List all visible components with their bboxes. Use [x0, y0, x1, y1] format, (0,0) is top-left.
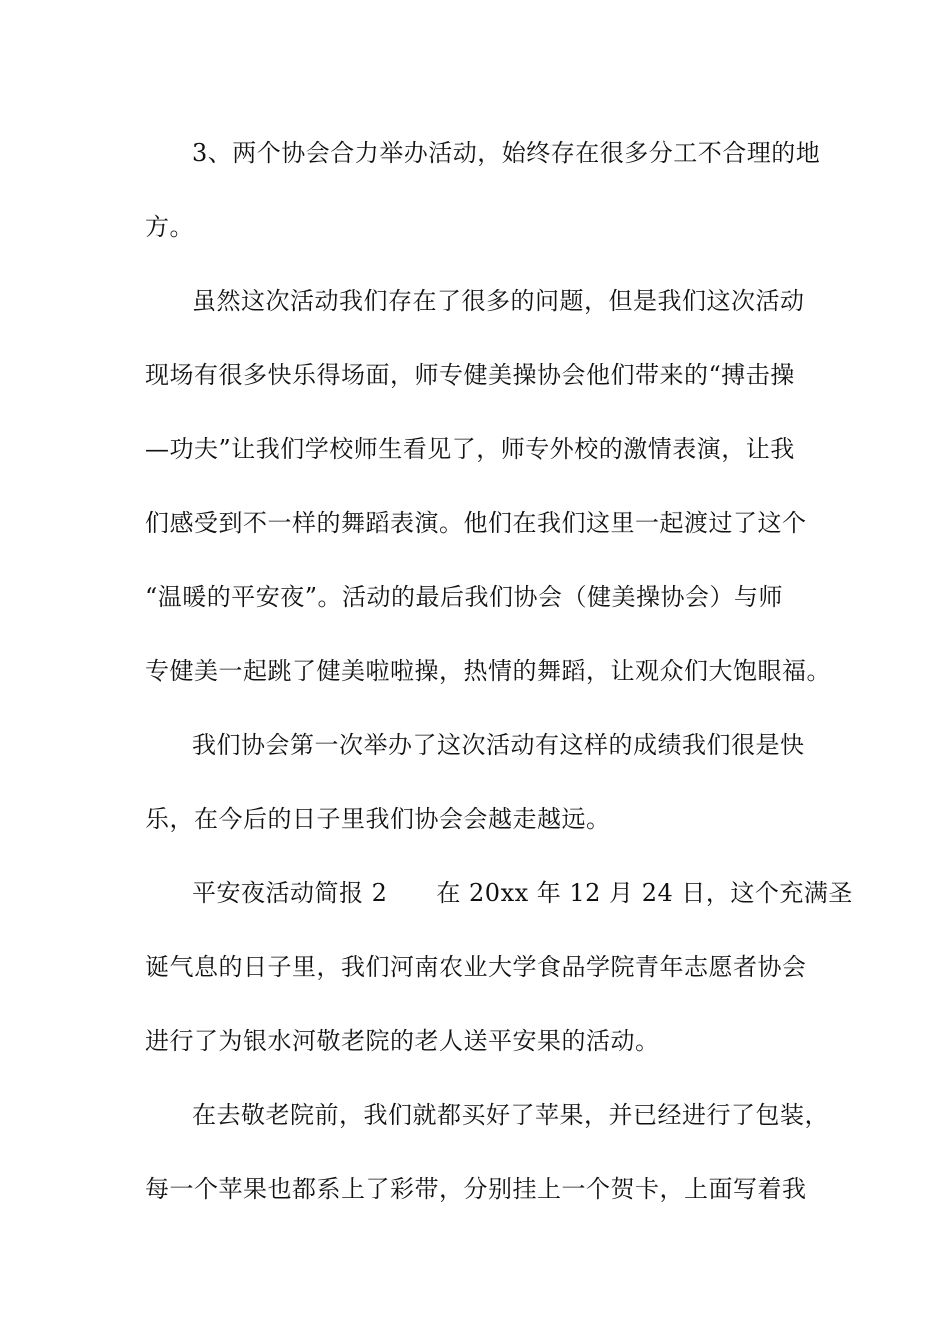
text-line: 专健美一起跳了健美啦啦操，热情的舞蹈，让观众们大饱眼福。	[145, 657, 831, 685]
text-line: 3、两个协会合力举办活动，始终存在很多分工不合理的地	[192, 139, 821, 167]
text-line: 我们协会第一次举办了这次活动有这样的成绩我们很是快	[192, 731, 805, 759]
text-line: 现场有很多快乐得场面，师专健美操协会他们带来的“搏击操	[145, 361, 795, 389]
text-line: 进行了为银水河敬老院的老人送平安果的活动。	[145, 1027, 660, 1055]
text-line: 虽然这次活动我们存在了很多的问题，但是我们这次活动	[192, 287, 805, 315]
text-line: 乐，在今后的日子里我们协会会越走越远。	[145, 805, 611, 833]
text-line: —功夫”让我们学校师生看见了，师专外校的激情表演，让我	[145, 435, 795, 463]
text-line: 方。	[145, 213, 194, 241]
text-line: 们感受到不一样的舞蹈表演。他们在我们这里一起渡过了这个	[145, 509, 807, 537]
text-line: 平安夜活动简报 2 在 20xx 年 12 月 24 日，这个充满圣	[192, 879, 853, 907]
text-line: 在去敬老院前，我们就都买好了苹果，并已经进行了包装，	[192, 1101, 829, 1129]
text-line: “温暖的平安夜”。活动的最后我们协会（健美操协会）与师	[145, 583, 784, 611]
text-line: 诞气息的日子里，我们河南农业大学食品学院青年志愿者协会	[145, 953, 807, 981]
text-line: 每一个苹果也都系上了彩带，分别挂上一个贺卡，上面写着我	[145, 1175, 807, 1203]
